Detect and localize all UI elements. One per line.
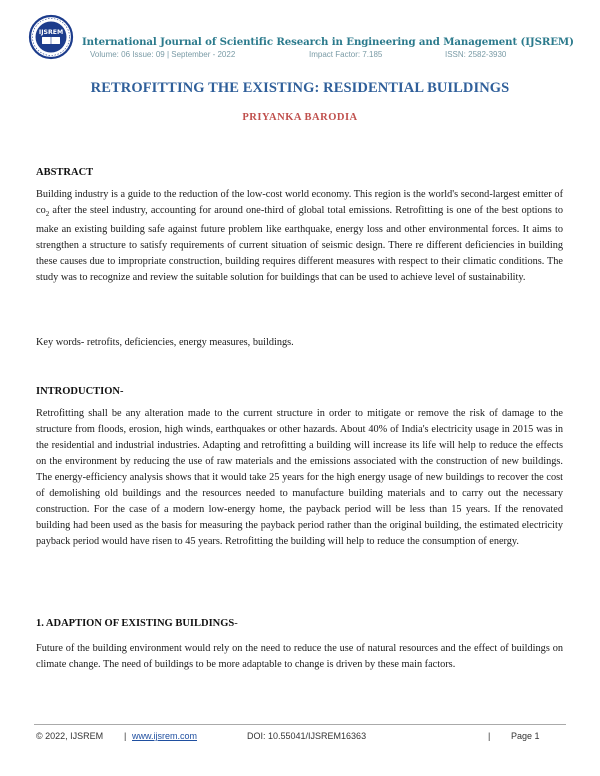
section1-heading [36,618,238,629]
footer-separator: | [124,731,127,741]
section1-text: Future of the building environment would rely on the need to reduce the use of natural resources and the effect of buildings on climate change. The need of buildings to be more adaptable to change is driven by these main factors. [36,643,563,670]
volume-info: Volume: 06 Issue: 09 | September - 2022 [90,50,236,59]
journal-title: International Journal of Scientific Research in Engineering and Management (IJSREM) [82,36,574,48]
keywords: Key words- retrofits, deficiencies, energy measures, buildings. [36,337,294,348]
footer-separator-2: | [488,731,491,741]
paper-author: PRIYANKA BARODIA [242,112,358,123]
abstract-heading: ABSTRACT [36,167,94,178]
abstract-text [36,187,563,286]
website-link[interactable]: www.ijsrem.com [132,731,198,741]
footer-divider [34,724,566,725]
footer-website[interactable] [132,731,197,741]
abstract-text-part2: after the steel industry, accounting for around one-third of global total emissions. Retrofitting is one of the best options to make an existing building safe against future problem like earthquake, energy loss and other environmental forces. It aims to strengthen a structure to satisfy requirements of current situation of seismic design. There re different deficiencies in building these causes due to impropriate construction, building requires different measures with respect to their climatic conditions. The study was to recognize and review the suitable solution for buildings that can be used to achieve level of sustainability. [36,205,563,284]
introduction-text: Retrofitting shall be any alteration made to the current structure in order to mitigate or remove the risk of damage to the structure from floods, erosion, high winds, earthquakes or other hazards. About 40% of India's electricity usage in 2015 was in the residential and industrial industries. Adapting and retrofitting a building will increase its life will help to reduce the effects on the environment by reducing the use of raw materials and the emissions associated with the construction of new buildings. The energy-efficiency analysis shows that it would take 25 years for the high energy usage of new buildings to recover the cost of demolishing old buildings and the resources needed to manufacture building materials and to carry out the necessary construction. For the case of a modern low-energy home, the payback period will be less than 15 years. If the renovated building had been used as the basis for measuring the payback period rather than the original building, the estimated electricity payback period would have risen to 45 years. Retrofitting the building will help to reduce the consumption of energy. [36,408,563,547]
abstract-text-part1: Building industry is a guide to the reduction of the low-cost world economy. This region is the world's second-largest emitter of co [36,189,563,216]
paper-title: RETROFITTING THE EXISTING: RESIDENTIAL BUILDINGS [90,80,510,96]
impact-factor: Impact Factor: 7.185 [309,50,383,59]
co2-subscript: 2 [45,210,50,219]
issn: ISSN: 2582-3930 [445,50,507,59]
section1-heading-suffix: - [234,618,238,629]
logo-text: IJSREM [38,29,64,36]
section1-heading-text: 1. ADAPTION OF EXISTING BUILDINGS [36,618,235,629]
ijsrem-logo [28,14,74,60]
footer-doi: DOI: 10.55041/IJSREM16363 [247,731,367,741]
footer-page: Page 1 [511,731,540,741]
footer-copyright: © 2022, IJSREM [36,731,104,741]
journal-header [28,14,578,64]
introduction-heading: INTRODUCTION- [36,386,124,397]
